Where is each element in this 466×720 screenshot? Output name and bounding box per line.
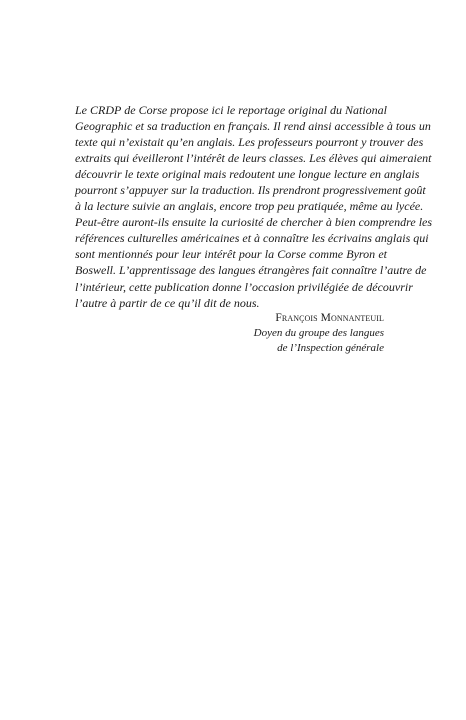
preface-line: Boswell. L’apprentissage des langues étrangères fait connaître l’autre de <box>75 263 427 278</box>
preface-line: l’autre à partir de ce qu’il dit de nous. <box>75 295 260 310</box>
signature-block <box>230 310 384 356</box>
preface-line: sont mentionnés pour leur intérêt pour la Corse comme Byron et <box>75 247 387 262</box>
author-role: de l’Inspection générale <box>277 342 384 354</box>
preface-line: découvrir le texte original mais redoutent une longue lecture en anglais <box>75 167 420 182</box>
preface-line: Geographic et sa traduction en français. Il rend ainsi accessible à tous un <box>75 119 431 134</box>
preface-line: pourront s’appuyer sur la traduction. Ils prendront progressivement goût <box>75 183 426 198</box>
preface-line: Le CRDP de Corse propose ici le reportage original du National <box>75 103 387 117</box>
author-role: Doyen du groupe des langues <box>253 327 384 339</box>
preface-line: à la lecture suivie an anglais, encore trop peu pratiquée, même au lycée. <box>75 199 424 214</box>
preface-line: Peut-être auront-ils ensuite la curiosité de chercher à bien comprendre les <box>75 215 433 230</box>
preface-line: références culturelles américaines et à connaître les écrivains anglais qui <box>75 231 429 246</box>
author-name: François Monnanteuil <box>275 312 384 324</box>
preface-line: texte qui n’existait qu’en anglais. Les professeurs pourront y trouver des <box>75 135 424 150</box>
preface-line: l’intérieur, cette publication donne l’occasion privilégiée de découvrir <box>75 279 413 294</box>
preface-paragraph <box>75 102 433 311</box>
preface-line: extraits qui éveilleront l’intérêt de leurs classes. Les élèves qui aimeraient <box>75 151 432 166</box>
